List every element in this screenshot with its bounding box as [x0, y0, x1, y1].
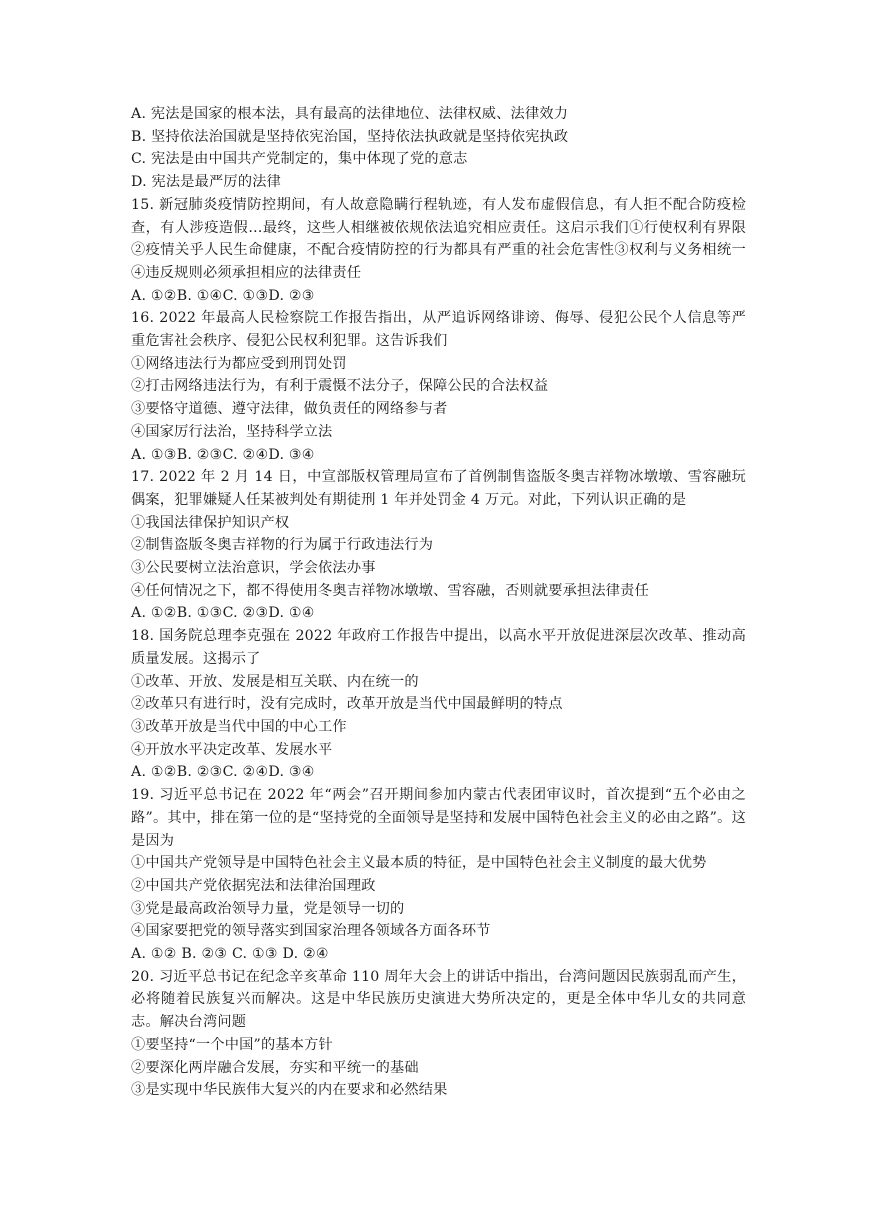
answer-choices: A. ①②B. ①③C. ②③D. ①④ — [131, 605, 315, 622]
statement-item: ①我国法律保护知识产权 — [131, 514, 290, 531]
statement-item: ②要深化两岸融合发展，夯实和平统一的基础 — [131, 1059, 419, 1076]
option-b: B. 坚持依法治国就是坚持依宪治国，坚持依法执政就是坚持依宪执政 — [131, 128, 569, 145]
option-a: A. 宪法是国家的根本法，具有最高的法律地位、法律权威、法律效力 — [131, 106, 569, 122]
statement-item: ②中国共产党依据宪法和法律治国理政 — [131, 877, 376, 894]
statement-item: ④开放水平决定改革、发展水平 — [131, 741, 333, 758]
statement-item: ①中国共产党领导是中国特色社会主义最本质的特征，是中国特色社会主义制度的最大优势 — [131, 855, 707, 872]
question-16 — [131, 307, 746, 466]
question-14-options — [131, 103, 746, 194]
option-d: D. 宪法是最严厉的法律 — [131, 174, 281, 191]
statement-item: ①改革、开放、发展是相互关联、内在统一的 — [131, 673, 419, 690]
answer-choices: A. ①②B. ①④C. ①③D. ②③ — [131, 287, 315, 304]
question-17 — [131, 466, 746, 625]
question-15 — [131, 194, 746, 308]
statement-item: ④国家厉行法治，坚持科学立法 — [131, 423, 333, 440]
question-text-block — [131, 103, 746, 1102]
question-18 — [131, 625, 746, 784]
question-stem: 17. 2022 年 2 月 14 日，中宣部版权管理局宣布了首例制售盗版冬奥吉祥物冰墩墩、雪容融玩偶案，犯罪嫌疑人任某被判处有期徒刑 1 年并处罚金 4 万元。对此，下列认识正确的是 — [131, 469, 746, 508]
statement-item: ②制售盗版冬奥吉祥物的行为属于行政违法行为 — [131, 537, 434, 554]
statement-item: ①要坚持“一个中国”的基本方针 — [131, 1036, 333, 1053]
question-stem: 18. 国务院总理李克强在 2022 年政府工作报告中提出，以高水平开放促进深层次改革、推动高质量发展。这揭示了 — [131, 628, 746, 667]
statement-item: ③要恪守道德、遵守法律，做负责任的网络参与者 — [131, 401, 448, 418]
question-stem: 19. 习近平总书记在 2022 年“两会”召开期间参加内蒙古代表团审议时，首次提到“五个必由之路”。其中，排在第一位的是“坚持党的全面领导是坚持和发展中国特色社会主义的必由之路”。这是因为 — [131, 787, 746, 849]
statement-item: ②打击网络违法行为，有利于震慑不法分子，保障公民的合法权益 — [131, 378, 549, 395]
answer-choices: A. ①② B. ②③ C. ①③ D. ②④ — [131, 946, 329, 963]
answer-choices: A. ①②B. ②③C. ②④D. ③④ — [131, 764, 315, 781]
option-c: C. 宪法是由中国共产党制定的，集中体现了党的意志 — [131, 151, 468, 168]
question-stem: 16. 2022 年最高人民检察院工作报告指出，从严追诉网络诽谤、侮辱、侵犯公民个人信息等严重危害社会秩序、侵犯公民权利犯罪。这告诉我们 — [131, 310, 746, 350]
statement-item: ①网络违法行为都应受到刑罚处罚 — [131, 355, 347, 372]
statement-item: ③党是最高政治领导力量，党是领导一切的 — [131, 900, 405, 917]
statement-item: ③公民要树立法治意识，学会依法办事 — [131, 560, 376, 577]
question-20 — [131, 966, 746, 1102]
statement-item: ③改革开放是当代中国的中心工作 — [131, 718, 347, 735]
question-stem: 15. 新冠肺炎疫情防控期间，有人故意隐瞒行程轨迹，有人发布虚假信息，有人拒不配合防疫检查，有人涉疫造假…最终，这些人相继被依规依法追究相应责任。这启示我们①行使权利有界限②疫情关乎人民生命健康，不配合疫情防控的行为都具有严重的社会危害性③权利与义务相统一④违反规则必须承担相应的法律责任 — [131, 196, 746, 281]
statement-item: ④任何情况之下，都不得使用冬奥吉祥物冰墩墩、雪容融，否则就要承担法律责任 — [131, 582, 649, 599]
answer-choices: A. ①③B. ②③C. ②④D. ③④ — [131, 446, 315, 463]
statement-item: ④国家要把党的领导落实到国家治理各领域各方面各环节 — [131, 923, 491, 940]
question-19 — [131, 784, 746, 966]
question-stem: 20. 习近平总书记在纪念辛亥革命 110 周年大会上的讲话中指出，台湾问题因民族弱乱而产生，必将随着民族复兴而解决。这是中华民族历史演进大势所决定的，更是全体中华儿女的共同意志。解决台湾问题 — [131, 968, 746, 1031]
statement-item: ③是实现中华民族伟大复兴的内在要求和必然结果 — [131, 1082, 448, 1099]
statement-item: ②改革只有进行时，没有完成时，改革开放是当代中国最鲜明的特点 — [131, 696, 563, 713]
